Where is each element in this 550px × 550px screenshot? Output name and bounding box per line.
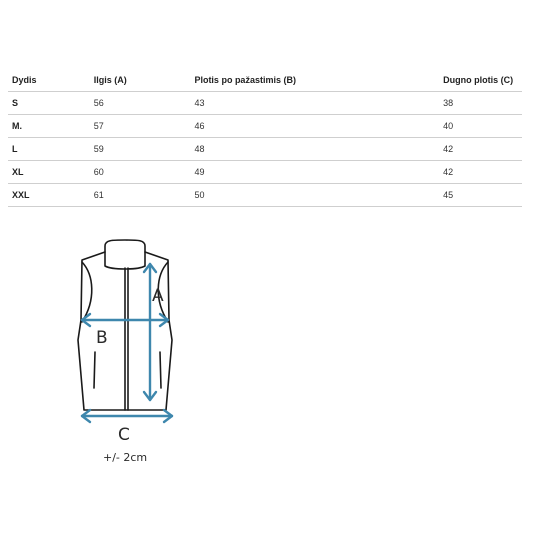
header-hem-width: Dugno plotis (C) — [439, 69, 522, 92]
chest-width-cell: 50 — [190, 184, 439, 207]
chest-width-cell: 46 — [190, 115, 439, 138]
hem-width-cell: 38 — [439, 92, 522, 115]
label-b: B — [96, 328, 108, 348]
hem-width-cell: 40 — [439, 115, 522, 138]
measure-b-arrow — [82, 314, 168, 326]
table-row — [8, 138, 522, 161]
size-cell: XXL — [8, 184, 90, 207]
header-length: Ilgis (A) — [90, 69, 191, 92]
label-c: C — [118, 425, 130, 445]
chest-width-cell: 48 — [190, 138, 439, 161]
table-row — [8, 115, 522, 138]
header-size: Dydis — [8, 69, 90, 92]
vest-left-pocket — [94, 352, 95, 388]
vest-right-armhole — [158, 262, 168, 322]
hem-width-cell: 45 — [439, 184, 522, 207]
size-cell: XL — [8, 161, 90, 184]
vest-left-panel — [78, 252, 125, 410]
vest-right-panel — [125, 252, 172, 410]
vest-left-armhole — [82, 262, 92, 322]
hem-width-cell: 42 — [439, 138, 522, 161]
length-cell: 61 — [90, 184, 191, 207]
length-cell: 59 — [90, 138, 191, 161]
chest-width-cell: 49 — [190, 161, 439, 184]
measure-a-arrow — [144, 264, 156, 400]
vest-collar — [105, 240, 145, 269]
table-row — [8, 161, 522, 184]
measure-c-arrow — [82, 410, 172, 422]
hem-width-cell: 42 — [439, 161, 522, 184]
chest-width-cell: 43 — [190, 92, 439, 115]
size-cell: L — [8, 138, 90, 161]
vest-right-pocket — [160, 352, 161, 388]
size-cell: S — [8, 92, 90, 115]
table-header-row — [8, 69, 522, 92]
size-table — [8, 69, 522, 207]
length-cell: 57 — [90, 115, 191, 138]
length-cell: 56 — [90, 92, 191, 115]
length-cell: 60 — [90, 161, 191, 184]
table-row — [8, 92, 522, 115]
vest-outline — [78, 240, 172, 410]
tolerance-note: +/- 2cm — [103, 451, 148, 464]
table-row — [8, 184, 522, 207]
size-cell: M. — [8, 115, 90, 138]
header-chest-width: Plotis po pažastimis (B) — [190, 69, 439, 92]
label-a: A — [152, 286, 164, 306]
